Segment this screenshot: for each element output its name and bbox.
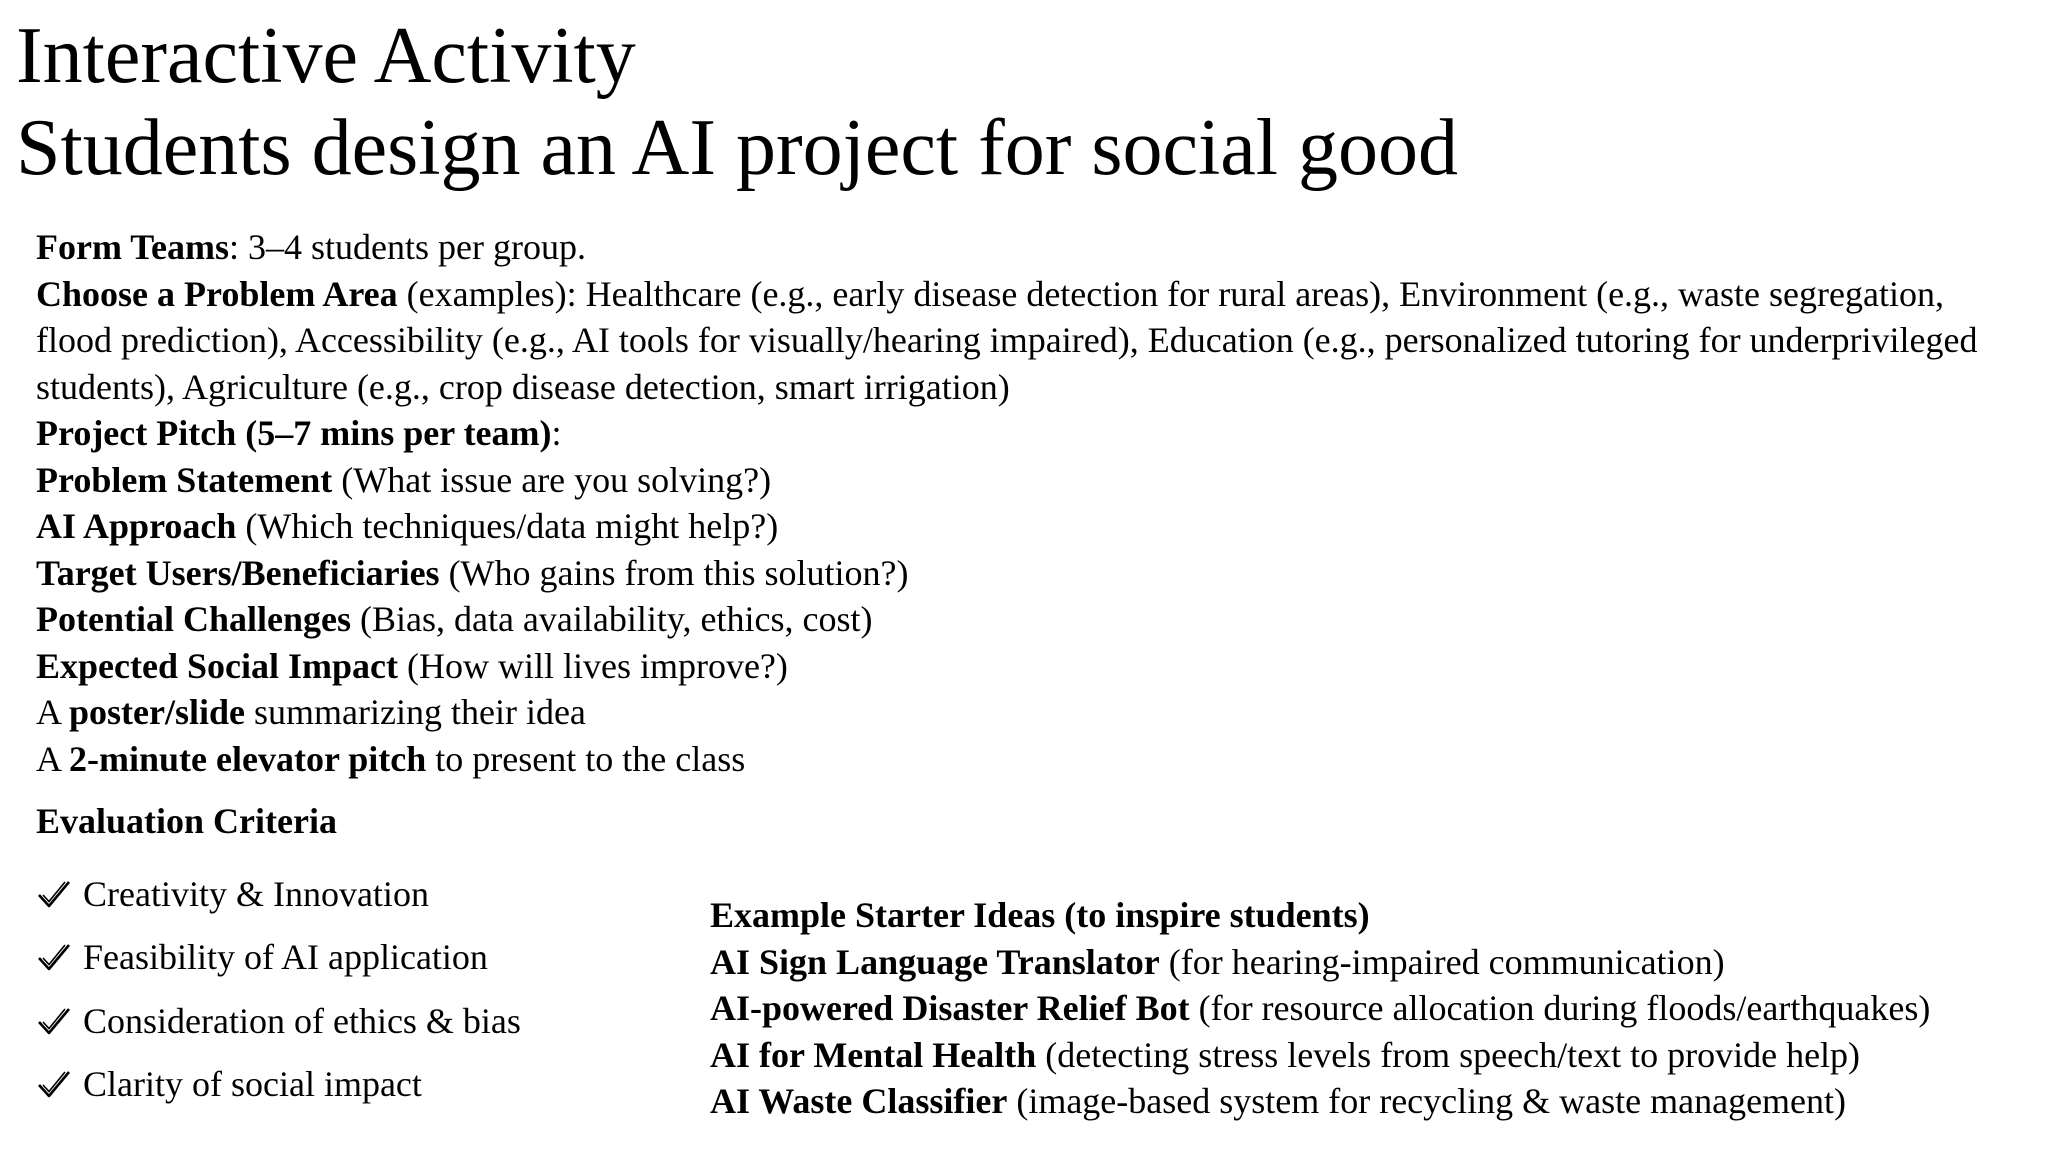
problem-area-paragraph [36,271,2026,411]
criteria-text: Clarity of social impact [83,1064,422,1105]
pitch-item-text: (Which techniques/data might help?) [236,506,779,546]
checkmark-icon [36,939,72,975]
pitch-item [36,550,2026,597]
title-line-1: Interactive Activity [16,12,636,100]
checkmark-icon [36,876,72,912]
deliverable-label: 2-minute elevator pitch [69,738,427,779]
page-title [16,10,1458,194]
criteria-item [36,989,521,1053]
project-pitch-label: Project Pitch (5–7 mins per team) [36,413,552,453]
criteria-item [36,926,521,990]
starter-idea-item [710,1078,1930,1125]
pitch-item-label: AI Approach [36,506,237,546]
pitch-item-text: (What issue are you solving?) [332,459,772,500]
pitch-item-label: Expected Social Impact [36,645,398,686]
checkmark-icon [36,1066,72,1102]
evaluation-heading: Evaluation Criteria [36,801,337,841]
starter-idea-item [710,985,1930,1032]
pitch-item [36,596,2026,643]
starter-heading-text: Example Starter Ideas (to inspire students) [710,895,1370,935]
starter-idea-label: AI for Mental Health [710,1034,1037,1075]
criteria-text: Creativity & Innovation [83,873,429,914]
problem-area-text: (examples): Healthcare (e.g., early disease detection for rural areas), Environment (e.g., waste segregation, flood prediction), Accessibility (e.g., AI tools for visually/hearing impaired), Education (e.g., personalized tutoring for underprivileged students), Agriculture (e.g., crop disease detection, smart irrigation) [36,273,1978,407]
deliverable-prefix: A [36,738,70,779]
pitch-item-text: (Who gains from this solution?) [439,552,909,593]
starter-idea-label: AI Waste Classifier [710,1081,1008,1121]
starter-idea-item [710,939,1930,986]
starter-ideas-heading [710,892,1930,939]
starter-ideas-block [710,892,1930,1125]
starter-idea-text: (for hearing-impaired communication) [1159,941,1725,982]
starter-idea-text: (for resource allocation during floods/earthquakes) [1189,988,1931,1028]
criteria-text: Feasibility of AI application [83,937,488,978]
starter-idea-text: (detecting stress levels from speech/text to provide help) [1036,1034,1861,1075]
deliverable-prefix: A [36,692,70,732]
pitch-item [36,643,2026,690]
checkmark-icon [36,1003,72,1039]
deliverable-text: to present to the class [426,738,746,779]
problem-area-label: Choose a Problem Area [36,273,398,314]
criteria-item [36,1053,521,1117]
pitch-item-label: Problem Statement [36,459,333,500]
criteria-text: Consideration of ethics & bias [83,1000,521,1041]
deliverable-label: poster/slide [69,692,246,732]
pitch-item-label: Potential Challenges [36,599,351,639]
deliverable-item [36,689,2026,736]
pitch-item-text: (Bias, data availability, ethics, cost) [350,599,873,639]
pitch-item-text: (How will lives improve?) [397,645,788,686]
form-teams-line [36,224,2026,271]
evaluation-criteria-list [36,862,521,1116]
project-pitch-text: : [551,413,562,453]
criteria-item [36,862,521,926]
instructions-block [36,224,2026,782]
starter-idea-text: (image-based system for recycling & waste management) [1007,1081,1847,1121]
pitch-item-label: Target Users/Beneficiaries [36,552,440,593]
pitch-item [36,457,2026,504]
pitch-item [36,503,2026,550]
deliverable-text: summarizing their idea [245,692,586,732]
title-line-2: Students design an AI project for social good [16,104,1458,192]
starter-idea-item [710,1032,1930,1079]
form-teams-label: Form Teams [36,227,229,267]
form-teams-text: : 3–4 students per group. [229,227,586,267]
deliverable-item [36,736,2026,783]
starter-idea-label: AI-powered Disaster Relief Bot [710,988,1190,1028]
starter-idea-label: AI Sign Language Translator [710,941,1160,982]
project-pitch-line [36,410,2026,457]
